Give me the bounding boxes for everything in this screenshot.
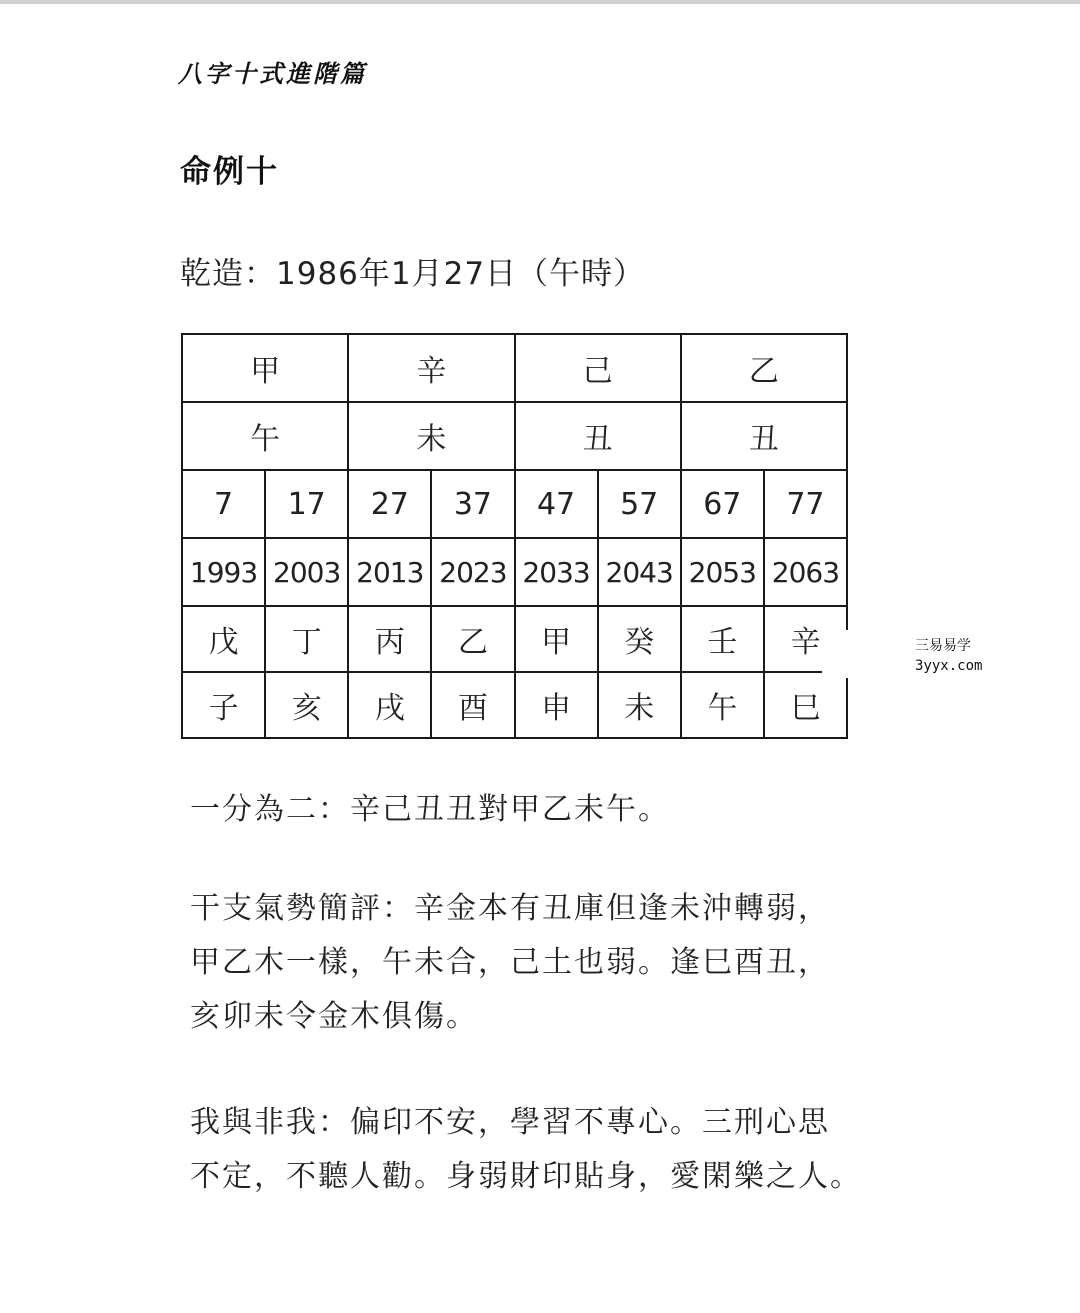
split-text: 一分為二：辛己丑丑對甲乙未午。	[190, 792, 670, 827]
luck-stem-cell: 壬	[681, 606, 764, 672]
birth-info-line: 乾造：1986年1月27日（午時）	[180, 256, 646, 292]
luck-branch-cell: 酉	[431, 672, 514, 738]
qishi-line-2: 甲乙木一樣，午未合，己土也弱。逢巳酉丑，	[190, 945, 830, 980]
split-paragraph	[190, 783, 870, 837]
luck-branch-cell: 申	[515, 672, 598, 738]
luck-stem-cell: 乙	[431, 606, 514, 672]
luck-age-cell: 47	[515, 470, 598, 538]
luck-stem-row	[182, 606, 847, 672]
qishi-line-3: 亥卯未令金木俱傷。	[190, 999, 478, 1034]
earthly-branches-row	[182, 402, 847, 470]
site-watermark	[915, 636, 982, 676]
watermark-site-url: 3yyx.com	[915, 658, 983, 674]
luck-year-cell: 2013	[348, 538, 431, 606]
luck-year-cell: 2043	[598, 538, 681, 606]
luck-year-cell: 2063	[764, 538, 847, 606]
hour-stem: 乙	[681, 334, 847, 402]
luck-age-row	[182, 470, 847, 538]
watermark-backdrop	[822, 630, 882, 678]
luck-age-cell: 7	[182, 470, 265, 538]
luck-age-cell: 37	[431, 470, 514, 538]
luck-stem-cell: 癸	[598, 606, 681, 672]
luck-branch-cell: 戌	[348, 672, 431, 738]
luck-branch-cell: 午	[681, 672, 764, 738]
luck-year-cell: 2053	[681, 538, 764, 606]
luck-stem-cell: 丁	[265, 606, 348, 672]
luck-branch-row	[182, 672, 847, 738]
day-stem: 己	[515, 334, 681, 402]
year-branch: 午	[182, 402, 348, 470]
book-header-title: 八字十式進階篇	[178, 59, 367, 88]
luck-age-cell: 27	[348, 470, 431, 538]
luck-age-cell: 17	[265, 470, 348, 538]
qishi-line-1: 干支氣勢簡評：辛金本有丑庫但逢未沖轉弱，	[190, 891, 830, 926]
luck-age-cell: 57	[598, 470, 681, 538]
year-stem: 甲	[182, 334, 348, 402]
luck-age-cell: 77	[764, 470, 847, 538]
top-edge-rule	[0, 0, 1080, 4]
luck-branch-cell: 子	[182, 672, 265, 738]
self-line-1: 我與非我：偏印不安，學習不專心。三刑心思	[190, 1105, 830, 1140]
luck-stem-cell: 丙	[348, 606, 431, 672]
section-title: 命例十	[180, 154, 279, 190]
bazi-chart-table	[181, 333, 848, 739]
luck-stem-cell: 辛	[764, 606, 847, 672]
luck-stem-cell: 戊	[182, 606, 265, 672]
heavenly-stems-row	[182, 334, 847, 402]
month-branch: 未	[348, 402, 514, 470]
luck-year-cell: 2033	[515, 538, 598, 606]
luck-year-row	[182, 538, 847, 606]
luck-age-cell: 67	[681, 470, 764, 538]
luck-year-cell: 1993	[182, 538, 265, 606]
qishi-paragraph	[190, 882, 870, 1044]
luck-stem-cell: 甲	[515, 606, 598, 672]
self-other-paragraph	[190, 1096, 870, 1204]
luck-branch-cell: 未	[598, 672, 681, 738]
watermark-site-name: 三易易学	[915, 638, 971, 654]
day-branch: 丑	[515, 402, 681, 470]
hour-branch: 丑	[681, 402, 847, 470]
self-line-2: 不定，不聽人勸。身弱財印貼身，愛閑樂之人。	[190, 1159, 862, 1194]
luck-year-cell: 2023	[431, 538, 514, 606]
month-stem: 辛	[348, 334, 514, 402]
luck-branch-cell: 巳	[764, 672, 847, 738]
luck-year-cell: 2003	[265, 538, 348, 606]
luck-branch-cell: 亥	[265, 672, 348, 738]
